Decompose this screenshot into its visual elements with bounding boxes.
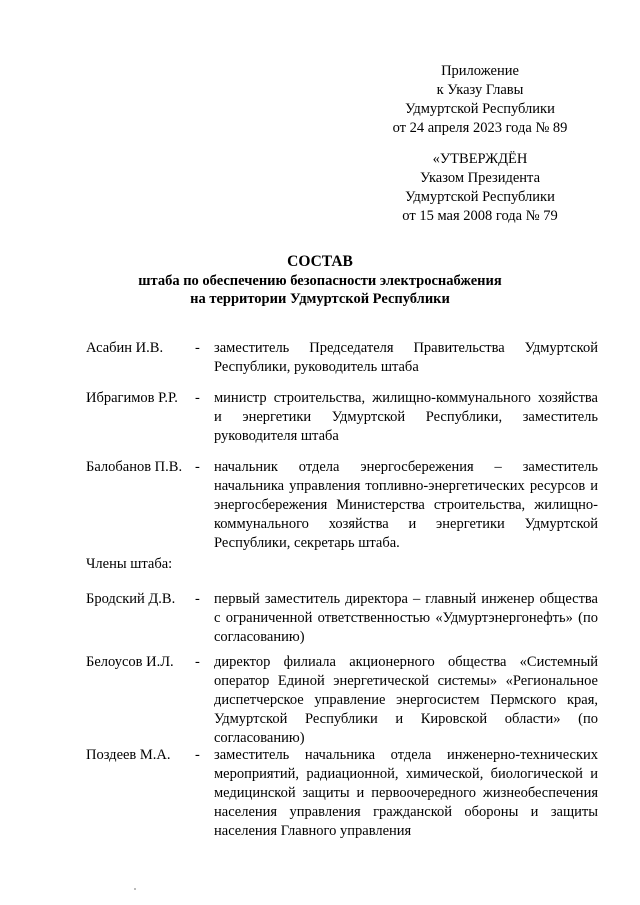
title-subtitle: штаба по обеспечению безопасности электроснабжения [138, 273, 502, 289]
staff-role: министр строительства, жилищно-коммунального хозяйства и энергетики Удмуртской Республики, заместитель руководителя штаба [214, 390, 598, 444]
approved-line: Удмуртской Республики [405, 189, 555, 205]
members-label: Члены штаба: [86, 556, 173, 572]
approved-block [330, 150, 630, 226]
approved-line: «УТВЕРЖДЁН [432, 151, 528, 167]
approved-line: Указом Президента [419, 170, 540, 186]
appendix-line: Приложение [441, 63, 519, 79]
title-heading: СОСТАВ [287, 253, 353, 270]
appendix-line: к Указу Главы [436, 82, 524, 98]
staff-role: начальник отдела энергосбережения – заместитель начальника управления топливно-энергетических ресурсов и энергосбережения Министерства строительства, жилищно-коммунального хозяйства и энергетики Удмуртской Республики, секретарь штаба. [214, 459, 598, 551]
staff-role: заместитель начальника отдела инженерно-технических мероприятий, радиационной, химической, биологической и медицинской защиты и первоочередного жизнеобеспечения населения управления гражданской обороны и защиты населения Главного управления [214, 747, 598, 839]
staff-dash: - [195, 459, 200, 475]
staff-name: Асабин И.В. [86, 340, 164, 356]
staff-name: Балобанов П.В. [86, 459, 183, 475]
staff-name: Бродский Д.В. [86, 591, 176, 607]
staff-name: Ибрагимов Р.Р. [86, 390, 178, 406]
scan-speck [134, 888, 136, 890]
staff-dash: - [195, 747, 200, 763]
document-title [0, 252, 640, 308]
staff-name: Поздеев М.А. [86, 747, 171, 763]
staff-dash: - [195, 591, 200, 607]
appendix-block [330, 62, 630, 138]
staff-role: первый заместитель директора – главный инженер общества с ограниченной ответственностью «Удмуртэнергонефть» (по согласованию) [214, 591, 598, 645]
staff-dash: - [195, 340, 200, 356]
staff-dash: - [195, 654, 200, 670]
appendix-line: от 24 апреля 2023 года № 89 [392, 120, 568, 136]
appendix-line: Удмуртской Республики [405, 101, 555, 117]
approved-line: от 15 мая 2008 года № 79 [402, 208, 558, 224]
staff-role: директор филиала акционерного общества «Системный оператор Единой энергетической системы» «Региональное диспетчерское управление энергосистем Пермского края, Удмуртской Республики и Кировской области» (по согласованию) [214, 654, 598, 746]
staff-role: заместитель Председателя Правительства Удмуртской Республики, руководитель штаба [214, 340, 598, 375]
staff-dash: - [195, 390, 200, 406]
staff-name: Белоусов И.Л. [86, 654, 174, 670]
title-subtitle: на территории Удмуртской Республики [190, 291, 450, 307]
